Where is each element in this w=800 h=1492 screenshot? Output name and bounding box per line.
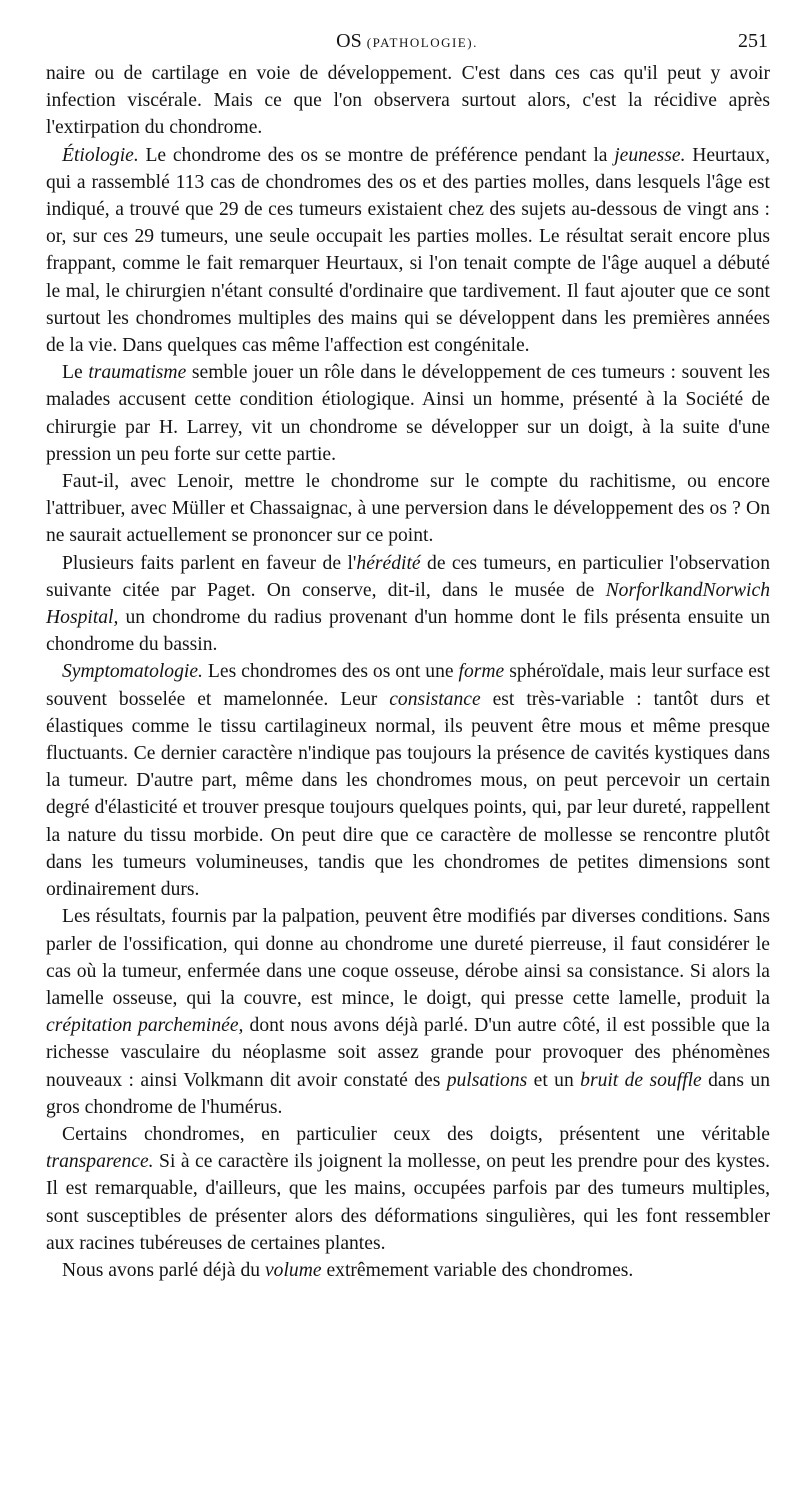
text-run: est très-variable : tantôt durs et élastiques comme le tissu cartilagineux normal, ils peuvent être mous et même presque fluctuants. Ce dernier caractère n'indique pas toujours la présence de cavités kystiques dans la tumeur. D'autre part, même dans les chondromes mous, on peut percevoir un certain degré d'élasticité et trouver presque toujours quelques points, qui, par leur dureté, rappellent la nature du tissu morbide. On peut dire que ce caractère de mollesse se rencontre plutôt dans les tumeurs volumineuses, tandis que les chondromes de petites dimensions sont ordinairement durs.: [46, 688, 770, 901]
paragraph: [46, 142, 770, 360]
text-run: dont nous avons déjà parlé. D'un autre côté, il est possible que la richesse vasculaire du néoplasme soit assez grande pour provoquer des phénomènes nouveaux : ainsi Volkmann dit avoir constaté des: [46, 1015, 770, 1091]
text-run: et un: [527, 1069, 581, 1091]
italic-term: consistance: [389, 688, 481, 710]
paragraph: [46, 1121, 770, 1257]
italic-term: NorforlkandNorwich Hospital,: [46, 579, 770, 629]
text-run: Le chondrome des os se montre de préférence pendant la: [138, 144, 615, 166]
italic-term: traumatisme: [88, 362, 187, 384]
paragraph: [46, 359, 770, 468]
italic-term: Étiologie.: [62, 144, 139, 166]
text-run: Si à ce caractère ils joignent la mollesse, on peut les prendre pour des kystes. Il est remarquable, d'ailleurs, que les mains, occupées parfois par des tumeurs multiples, sont susceptibles de présenter alors des déformations singulières, qui les font ressembler aux racines tubéreuses de certaines plantes.: [46, 1151, 770, 1254]
text-run: Certains chondromes, en particulier ceux des doigts, présentent une véritable: [62, 1123, 770, 1145]
paragraph: [46, 658, 770, 903]
italic-term: crépitation parcheminée,: [46, 1015, 244, 1037]
text-run: Faut-il, avec Lenoir, mettre le chondrome sur le compte du rachitisme, ou encore l'attribuer, avec Müller et Chassaignac, à une perversion dans le développement des os ? On ne saurait actuellement se prononcer sur ce point.: [46, 471, 770, 547]
italic-term: volume: [264, 1259, 322, 1281]
text-run: de ces tumeurs, en particulier l'observation suivante citée par Paget. On conserve, dit-il, dans le musée de: [46, 552, 770, 601]
running-title-main: OS: [336, 30, 362, 52]
paragraph: [46, 1257, 770, 1284]
text-run: sphéroïdale, mais leur surface est souvent bosselée et mamelonnée. Leur: [46, 661, 770, 710]
paragraph: [46, 550, 770, 659]
text-run: semble jouer un rôle dans le développement de ces tumeurs : souvent les malades accusent cette condition étiologique. Ainsi un homme, présenté à la Société de chirurgie par H. Larrey, vit un chondrome se développer sur un doigt, à la suite d'une pression un peu forte sur cette partie.: [46, 362, 770, 465]
body-text: [46, 60, 770, 1284]
text-run: Les chondromes des os ont une: [202, 661, 459, 683]
text-run: extrêmement variable des chondromes.: [321, 1259, 634, 1281]
text-run: Le: [62, 362, 89, 384]
text-run: Heurtaux, qui a rassemblé 113 cas de chondromes des os et des parties molles, dans lesquels l'âge est indiqué, a trouvé que 29 de ces tumeurs existaient chez des sujets au-dessous de vingt ans : or, sur ces 29 tumeurs, une seule occupait les parties molles. Le résultat serait encore plus frappant, comme le fait remarquer Heurtaux, si l'on tenait compte de l'âge auquel a débuté le mal, le chirurgien n'étant consulté d'ordinaire que tardivement. Il faut ajouter que ce sont surtout les chondromes multiples des mains qui se développent dans les premières années de la vie. Dans quelques cas même l'affection est congénitale.: [46, 144, 770, 357]
italic-term: jeunesse.: [614, 144, 686, 166]
text-run: naire ou de cartilage en voie de développement. C'est dans ces cas qu'il peut y avoir infection viscérale. Mais ce que l'on observera surtout alors, c'est la récidive après l'extirpation du chondrome.: [46, 63, 770, 139]
italic-term: pulsations: [446, 1069, 528, 1091]
running-title: [46, 30, 768, 53]
text-run: Nous avons parlé déjà du: [62, 1259, 265, 1281]
paragraph: [46, 60, 770, 142]
paragraph: [46, 468, 770, 550]
text-run: dans un gros chondrome de l'humérus.: [46, 1069, 770, 1118]
text-run: Les résultats, fournis par la palpation, peuvent être modifiés par diverses conditions. Sans parler de l'ossification, qui donne au chondrome une dureté pierreuse, il faut considérer le cas où la tumeur, enfermée dans une coque osseuse, dérobe ainsi sa consistance. Si alors la lamelle osseuse, qui la couvre, est mince, le doigt, qui presse cette lamelle, produit la: [46, 906, 770, 1009]
italic-term: transparence.: [46, 1151, 154, 1173]
italic-term: forme: [458, 661, 505, 683]
page-number: 251: [738, 30, 768, 52]
italic-term: hérédité: [356, 552, 421, 574]
italic-term: Symptomatologie.: [62, 661, 203, 683]
text-run: un chondrome du radius provenant d'un homme dont le fils présenta ensuite un chondrome du bassin.: [46, 607, 770, 656]
running-header: [46, 30, 768, 56]
text-run: Plusieurs faits parlent en faveur de l': [62, 552, 357, 574]
running-title-sub: (PATHOLOGIE).: [366, 35, 478, 50]
paragraph: [46, 903, 770, 1121]
italic-term: bruit de souffle: [580, 1069, 702, 1091]
